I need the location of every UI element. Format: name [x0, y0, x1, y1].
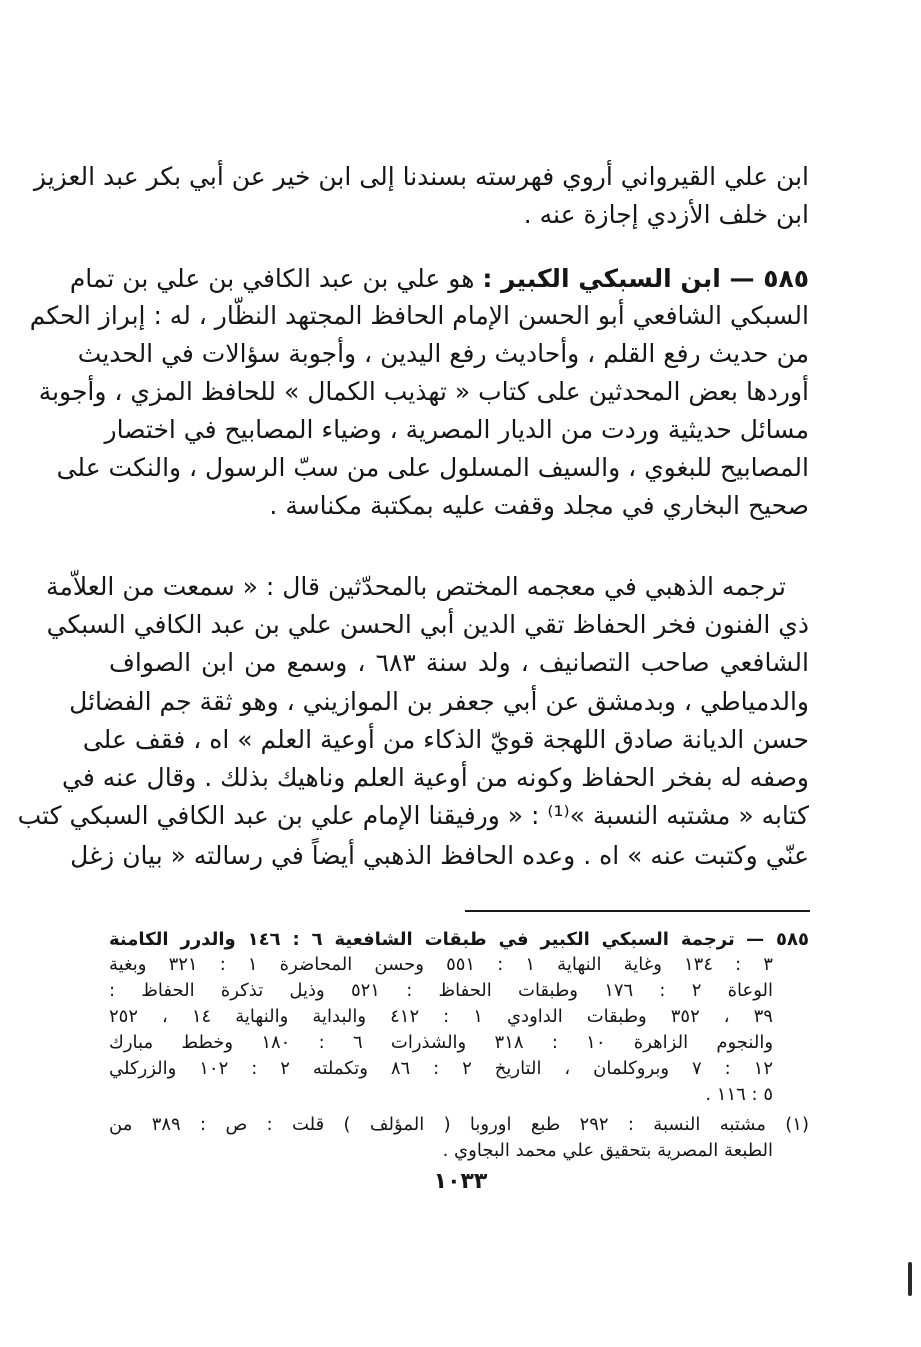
intro-line: ابن خلف الأزدي إجازة عنه .: [523, 200, 809, 229]
paragraph-2-line: وصفه له بفخر الحفاظ وكونه من أوعية العلم وناهيك بذلك . وقال عنه في: [61, 763, 809, 792]
entry-585-line: أوردها بعض المحدثين على كتاب « تهذيب الكمال » للحافظ المزي ، وأجوبة: [38, 377, 809, 406]
paragraph-2-line: ترجمه الذهبي في معجمه المختص بالمحدّثين قال : « سمعت من العلاّمة: [46, 572, 786, 601]
paragraph-2-line: ذي الفنون فخر الحفاظ تقي الدين أبي الحسن علي بن عبد الكافي السبكي: [46, 610, 809, 639]
entry-585-number-title: ٥٨٥ — ابن السبكي الكبير :: [482, 264, 809, 293]
paragraph-2-line: الشافعي صاحب التصانيف ، ولد سنة ٦٨٣ ، وسمع من ابن الصواف: [109, 648, 809, 677]
footnote-585-line: ٣٩ ، ٣٥٢ وطبقات الداودي ١ : ٤١٢ والبداية والنهاية ١٤ ، ٢٥٢: [109, 1006, 773, 1027]
footnote-585-line: والنجوم الزاهرة ١٠ : ٣١٨ والشذرات ٦ : ١٨٠ وخطط مبارك: [109, 1032, 774, 1053]
paragraph-2-line: كتابه « مشتبه النسبة »⁽¹⁾ : « ورفيقنا الإمام علي بن عبد الكافي السبكي كتب: [17, 801, 809, 830]
page-number: ١٠٣٣: [433, 1169, 488, 1194]
footnote-585-heading-line: [109, 928, 809, 954]
entry-585-line: المصابيح للبغوي ، والسيف المسلول على من سبّ الرسول ، والنكت على: [56, 453, 809, 482]
paragraph-2-line: والدمياطي ، وبدمشق عن أبي جعفر بن الموازيني ، وهو ثقة جم الفضائل: [69, 687, 809, 716]
footnote-585-label: ٥٨٥ —: [746, 929, 809, 950]
scan-mark: [908, 1262, 912, 1296]
footnote-divider: [465, 910, 810, 912]
footnote-585-line: ١٢ : ٧ وبروكلمان ، التاريخ ٢ : ٨٦ وتكملته ٢ : ١٠٢ والزركلي: [109, 1058, 773, 1079]
footnote-585-line: ٣ : ١٣٤ وغاية النهاية ١ : ٥٥١ وحسن المحاضرة ١ : ٣٢١ وبغية: [109, 954, 773, 975]
entry-585-first-line-rest: هو علي بن عبد الكافي بن علي بن تمام: [69, 264, 475, 293]
entry-585-line: السبكي الشافعي أبو الحسن الإمام الحافظ المجتهد النظّار ، له : إبراز الحكم: [29, 301, 809, 330]
footnote-1-line: (١) مشتبه النسبة : ٢٩٢ طبع اوروبا ( المؤلف ) قلت : ص : ٣٨٩ من: [109, 1114, 809, 1135]
paragraph-2-line: عنّي وكتبت عنه » اه . وعده الحافظ الذهبي أيضاً في رسالته « بيان زغل: [70, 841, 809, 870]
footnote-585-line: ٥ : ١١٦ .: [705, 1084, 773, 1105]
footnote-585-first: ترجمة السبكي الكبير في طبقات الشافعية ٦ : ١٤٦ والدرر الكامنة: [109, 929, 735, 950]
entry-585-line: صحيح البخاري في مجلد وقفت عليه بمكتبة مكناسة .: [269, 491, 809, 520]
intro-line: ابن علي القيرواني أروي فهرسته بسندنا إلى ابن خير عن أبي بكر عبد العزيز: [33, 162, 809, 191]
entry-585-line: من حديث رفع القلم ، وأحاديث رفع اليدين ، وأجوبة سؤالات في الحديث: [77, 339, 809, 368]
footnote-1-line: الطبعة المصرية بتحقيق علي محمد البجاوي .: [442, 1140, 773, 1161]
entry-585-heading-line: [69, 262, 809, 298]
paragraph-2-line: حسن الديانة صادق اللهجة قويّ الذكاء من أوعية العلم » اه ، فقف على: [82, 725, 809, 754]
entry-585-line: مسائل حديثية وردت من الديار المصرية ، وضياء المصابيح في اختصار: [104, 415, 809, 444]
footnote-585-line: الوعاة ٢ : ١٧٦ وطبقات الحفاظ : ٥٢١ وذيل تذكرة الحفاظ :: [109, 980, 774, 1001]
